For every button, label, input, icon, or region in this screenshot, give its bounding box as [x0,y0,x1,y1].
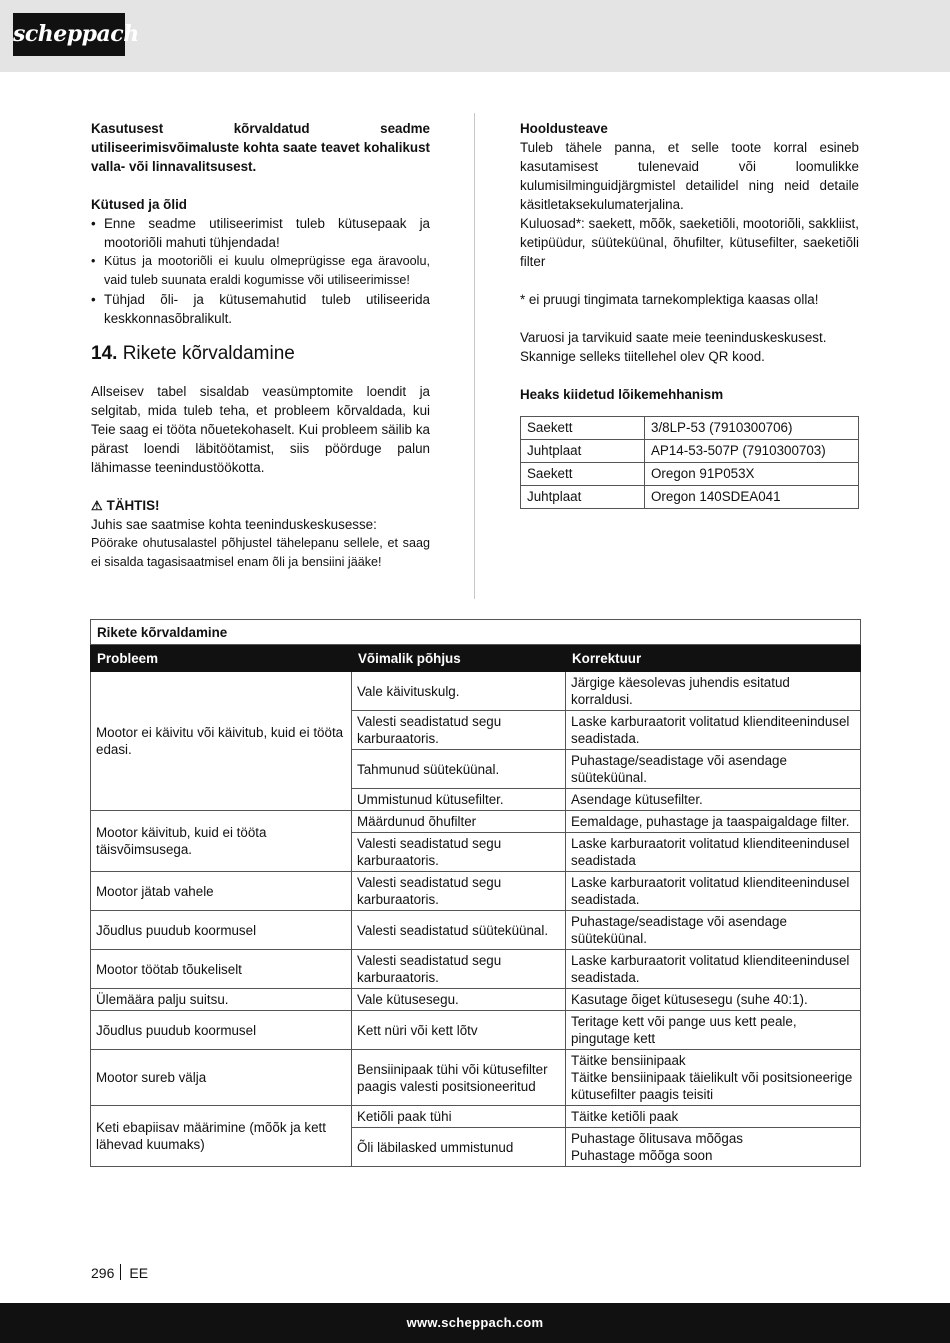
left-column [91,119,430,572]
page-footer [91,1264,148,1282]
section-intro: Allseisev tabel sisaldab veasümptomite loendit ja selgitab, mida tuleb teha, et probleem kõrvaldada, kui Teie saag ei tööta nõuetekohaselt. Kui probleem säilib ka pärast loendi läbitöötamist, siis pöörduge palun lähimasse teenindustöökotta. [91,384,430,475]
troubleshooting-table [90,619,861,1167]
cause-cell: Ummistunud kütusefilter. [352,789,566,811]
cause-cell: Valesti seadistatud segu karburaatoris. [352,950,566,989]
list-item: • Enne seadme utiliseerimist tuleb kütusepaak ja mootoriõli mahuti tühjendada! [91,214,430,252]
problem-cell: Jõudlus puudub koormusel [91,1011,352,1050]
table-row [91,872,861,911]
table-row [91,811,861,833]
section-number: 14. [91,343,118,364]
part-value: 3/8LP-53 (7910300706) [645,417,859,440]
correction-cell: Täitke ketiõli paak [566,1106,861,1128]
column-header: Korrektuur [566,645,861,672]
parts-table [520,416,859,509]
website-link[interactable]: www.scheppach.com [406,1315,544,1330]
correction-cell: Täitke bensiinipaak Täitke bensiinipaak täielikult või positsioneerige kütusefilter paagis teisiti [566,1050,861,1106]
cause-cell: Määrdunud õhufilter [352,811,566,833]
warning-text: Pöörake ohutusalastel põhjustel tähelepanu sellele, et saag ei sisalda tagasisaatmisel enam õli ja bensiini jääke! [91,536,430,569]
spare-parts-text: Varuosi ja tarvikuid saate meie teeninduskeskusest. Skannige selleks tiitellehel olev QR kood. [520,330,827,364]
correction-cell: Kasutage õiget kütusesegu (suhe 40:1). [566,989,861,1011]
warning-heading [91,496,430,515]
column-header: Võimalik põhjus [352,645,566,672]
table-row [91,989,861,1011]
wear-parts-text: Kuluosad*: saekett, mõõk, saeketiõli, mootoriõli, sakkliist, ketipüüdur, süüteküünal, õhufilter, kütusefilter, saeketiõli filter [520,216,859,269]
language-code: EE [129,1265,149,1281]
right-column [520,119,859,509]
problem-cell: Mootor jätab vahele [91,872,352,911]
column-divider [474,113,475,599]
part-value: AP14-53-507P (7910300703) [645,440,859,463]
correction-cell: Puhastage/seadistage või asendage süüteküünal. [566,911,861,950]
table-row [91,950,861,989]
column-header: Probleem [91,645,352,672]
header-bar [0,0,950,72]
correction-cell: Laske karburaatorit volitatud klienditeenindusel seadistada. [566,872,861,911]
correction-cell: Laske karburaatorit volitatud klienditeenindusel seadistada. [566,711,861,750]
table-row [91,911,861,950]
warning-title: TÄHTIS! [106,498,160,513]
part-value: Oregon 91P053X [645,463,859,486]
table-caption: Rikete kõrvaldamine [91,620,861,645]
cause-cell: Õli läbilasked ummistunud [352,1128,566,1167]
section-title: Rikete kõrvaldamine [122,343,295,364]
part-name: Juhtplaat [521,486,645,509]
section-heading [91,342,430,366]
correction-cell: Eemaldage, puhastage ja taaspaigaldage filter. [566,811,861,833]
correction-cell: Järgige käesolevas juhendis esitatud korraldusi. [566,672,861,711]
cause-cell: Valesti seadistatud süüteküünal. [352,911,566,950]
problem-cell: Mootor töötab tõukeliselt [91,950,352,989]
footer-bar [0,1303,950,1343]
warning-triangle-icon: ⚠ [91,498,103,513]
table-row [91,1106,861,1128]
table-row [91,1011,861,1050]
part-name: Saekett [521,417,645,440]
problem-cell: Keti ebapiisav määrimine (mõõk ja kett lähevad kuumaks) [91,1106,352,1167]
approved-heading: Heaks kiidetud lõikemehhanism [520,387,724,402]
part-value: Oregon 140SDEA041 [645,486,859,509]
warning-line: Juhis sae saatmise kohta teeninduskeskusesse: [91,517,377,532]
cause-cell: Valesti seadistatud segu karburaatoris. [352,833,566,872]
table-row [91,1050,861,1106]
brand-logo: scheppach [13,13,125,56]
cause-cell: Vale käivituskulg. [352,672,566,711]
part-name: Juhtplaat [521,440,645,463]
problem-cell: Mootor sureb välja [91,1050,352,1106]
problem-cell: Ülemäära palju suitsu. [91,989,352,1011]
correction-cell: Teritage kett või pange uus kett peale, pingutage kett [566,1011,861,1050]
fuels-list [91,214,430,328]
correction-cell: Asendage kütusefilter. [566,789,861,811]
cause-cell: Tahmunud süüteküünal. [352,750,566,789]
problem-cell: Mootor ei käivitu või käivitub, kuid ei tööta edasi. [91,672,352,811]
cause-cell: Vale kütusesegu. [352,989,566,1011]
part-name: Saekett [521,463,645,486]
problem-cell: Mootor käivitub, kuid ei tööta täisvõimsusega. [91,811,352,872]
parts-row [521,440,859,463]
footnote-text: * ei pruugi tingimata tarnekomplektiga kaasas olla! [520,292,819,307]
list-item: • Kütus ja mootoriõli ei kuulu olmeprügisse ega äravoolu, vaid tuleb suunata eraldi kogumisse või utiliseerimisse! [91,252,430,290]
correction-cell: Laske karburaatorit volitatud klienditeenindusel seadistada. [566,950,861,989]
parts-row [521,417,859,440]
correction-cell: Puhastage õlitusava mõõgas Puhastage mõõga soon [566,1128,861,1167]
disposal-note: Kasutusest kõrvaldatud seadme utiliseerimisvõimaluste kohta saate teavet kohalikust valla- või linnavalitsusest. [91,121,430,174]
correction-cell: Puhastage/seadistage või asendage süüteküünal. [566,750,861,789]
correction-cell: Laske karburaatorit volitatud klienditeenindusel seadistada [566,833,861,872]
cause-cell: Kett nüri või kett lõtv [352,1011,566,1050]
cause-cell: Bensiinipaak tühi või kütusefilter paagis valesti positsioneeritud [352,1050,566,1106]
fuels-heading: Kütused ja õlid [91,197,187,212]
list-item: • Tühjad õli- ja kütusemahutid tuleb utiliseerida keskkonnasõbralikult. [91,290,430,328]
parts-row [521,463,859,486]
problem-cell: Jõudlus puudub koormusel [91,911,352,950]
page-number: 296 [91,1265,115,1281]
table-row [91,672,861,711]
maintenance-heading: Hooldusteave [520,121,608,136]
footer-separator [120,1264,121,1280]
parts-row [521,486,859,509]
cause-cell: Valesti seadistatud segu karburaatoris. [352,711,566,750]
cause-cell: Valesti seadistatud segu karburaatoris. [352,872,566,911]
maintenance-text: Tuleb tähele panna, et selle toote korral esineb kasutamisest tulenevaid või loomulikke kulumisilminguidjärgmistel detailidel ning neid detaile käsitletaksekulumaterjalina. [520,140,859,212]
cause-cell: Ketiõli paak tühi [352,1106,566,1128]
